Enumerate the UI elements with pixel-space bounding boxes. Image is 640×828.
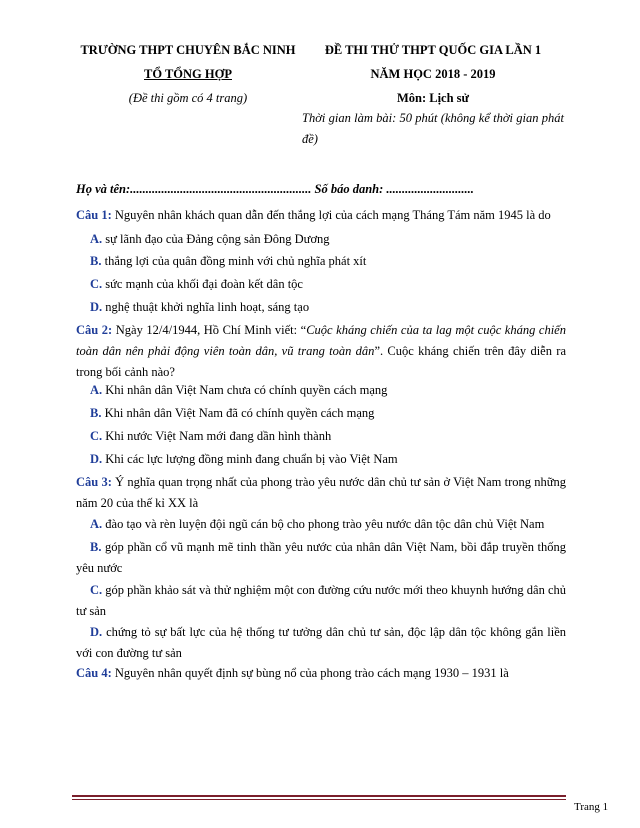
option-text: Khi nhân dân Việt Nam chưa có chính quyền cách mạng — [102, 383, 388, 397]
option-text: sự lãnh đạo của Đảng cộng sản Đông Dương — [102, 232, 330, 246]
time-note: Thời gian làm bài: 50 phút (không kể thời gian phát đề) — [302, 111, 564, 146]
option-label: D. — [90, 625, 103, 639]
question-text: Ý nghĩa quan trọng nhất của phong trào yêu nước dân chủ tư sản ở Việt Nam trong những năm 20 của thế kỉ XX là — [76, 475, 566, 510]
option-label: C. — [90, 429, 103, 443]
question-3-option-a — [76, 514, 566, 535]
subject: Môn: Lịch sử — [396, 91, 470, 105]
question-1 — [76, 205, 566, 226]
school-year: NĂM HỌC 2018 - 2019 — [370, 67, 496, 81]
option-label: A. — [90, 383, 103, 397]
question-2-option-b — [76, 403, 566, 424]
header-left — [70, 38, 306, 110]
question-quote: Cuộc kháng chiến của ta lag một cuộc kháng chiến toàn dân nên phải động viên toàn dân, vũ trang toàn dân — [76, 323, 566, 358]
question-3-option-b — [76, 537, 566, 579]
pages-note: (Đề thi gồm có 4 trang) — [128, 91, 248, 105]
option-text: Khi nước Việt Nam mới đang dần hình thành — [102, 429, 332, 443]
question-2-option-d — [76, 449, 566, 470]
option-text: Khi nhân dân Việt Nam đã có chính quyền cách mạng — [101, 406, 375, 420]
option-text: đào tạo và rèn luyện đội ngũ cán bộ cho phong trào yêu nước dân tộc dân chủ Việt Nam — [102, 517, 545, 531]
question-label: Câu 3: — [76, 475, 112, 489]
question-2-option-a — [76, 380, 566, 401]
exam-title: ĐỀ THI THỬ THPT QUỐC GIA LẦN 1 — [324, 43, 542, 57]
question-1-option-d — [76, 297, 566, 318]
school-name: TRƯỜNG THPT CHUYÊN BẮC NINH — [80, 43, 296, 57]
option-text: chứng tỏ sự bất lực của hệ thống tư tưởng dân chủ tư sản, độc lập dân tộc không gắn liền với con đường tư sản — [76, 625, 566, 660]
option-label: D. — [90, 300, 103, 314]
group-name: TỔ TỔNG HỢP — [144, 67, 232, 81]
option-label: B. — [90, 254, 102, 268]
question-label: Câu 1: — [76, 208, 112, 222]
footer-rule — [72, 795, 566, 797]
option-label: B. — [90, 406, 102, 420]
question-2 — [76, 320, 566, 383]
option-text: góp phần cổ vũ mạnh mẽ tinh thần yêu nước của nhân dân Việt Nam, bồi đắp truyền thống yêu nước — [76, 540, 566, 575]
question-1-option-c — [76, 274, 566, 295]
question-1-option-a — [76, 229, 566, 250]
footer-rule-thin — [72, 799, 566, 800]
question-3-option-c — [76, 580, 566, 622]
question-2-option-c — [76, 426, 566, 447]
question-1-option-b — [76, 251, 566, 272]
option-text: sức mạnh của khối đại đoàn kết dân tộc — [102, 277, 303, 291]
question-text-after: ”. Cuộc kháng chiến trên đây diễn ra trong bối cảnh nào? — [76, 344, 566, 379]
option-label: B. — [90, 540, 102, 554]
question-label: Câu 2: — [76, 323, 113, 337]
question-text: Nguyên nhân quyết định sự bùng nổ của phong trào cách mạng 1930 – 1931 là — [111, 666, 509, 680]
option-label: C. — [90, 277, 103, 291]
question-4 — [76, 663, 566, 684]
option-text: góp phần khảo sát và thử nghiệm một con đường cứu nước mới theo khuynh hướng dân chủ tư sản — [76, 583, 566, 618]
page-number: Trang 1 — [574, 801, 609, 813]
student-info-line: Họ và tên:.......................................................... Số báo danh: ............................ — [76, 182, 474, 196]
question-text-before: Ngày 12/4/1944, Hồ Chí Minh viết: “ — [112, 323, 307, 337]
option-text: thắng lợi của quân đồng minh với chủ nghĩa phát xít — [101, 254, 367, 268]
question-3 — [76, 472, 566, 514]
question-label: Câu 4: — [76, 666, 112, 680]
option-text: Khi các lực lượng đồng minh đang chuẩn bị vào Việt Nam — [102, 452, 398, 466]
question-3-option-d — [76, 622, 566, 664]
option-label: A. — [90, 232, 103, 246]
option-label: A. — [90, 517, 103, 531]
question-text: Nguyên nhân khách quan dẫn đến thắng lợi của cách mạng Tháng Tám năm 1945 là do — [111, 208, 551, 222]
header-right — [300, 38, 566, 110]
option-label: D. — [90, 452, 103, 466]
option-text: nghệ thuật khởi nghĩa linh hoạt, sáng tạo — [102, 300, 310, 314]
option-label: C. — [90, 583, 103, 597]
